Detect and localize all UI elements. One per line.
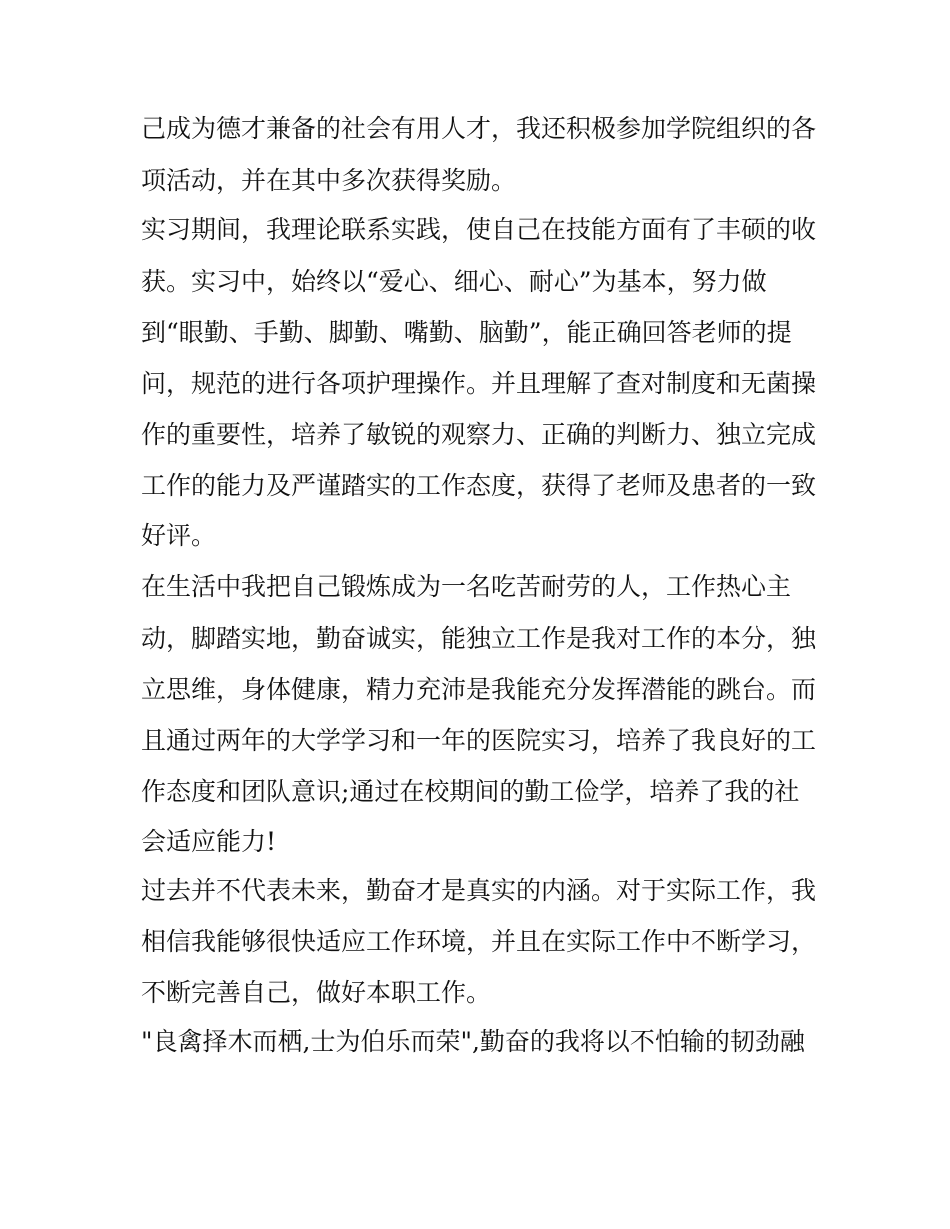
text-line: 作的重要性，培养了敏锐的观察力、正确的判断力、独立完成 (141, 420, 817, 449)
text-line: 在生活中我把自己锻炼成为一名吃苦耐劳的人，工作热心主 (141, 572, 792, 601)
text-line: 问，规范的进行各项护理操作。并且理解了查对制度和无菌操 (141, 369, 817, 398)
text-line: 动，脚踏实地，勤奋诚实，能独立工作是我对工作的本分，独 (141, 624, 817, 653)
text-line: 好评。 (141, 521, 217, 550)
text-line: 获。实习中，始终以“爱心、细心、耐心”为基本，努力做 (141, 267, 767, 296)
text-line: 实习期间，我理论联系实践，使自己在技能方面有了丰硕的收 (141, 215, 817, 244)
text-line: 不断完善自己，做好本职工作。 (141, 978, 492, 1007)
text-line: 会适应能力! (141, 827, 277, 856)
text-line: 作态度和团队意识;通过在校期间的勤工俭学，培养了我的社 (141, 777, 800, 806)
text-line: 立思维，身体健康，精力充沛是我能充分发挥潜能的跳台。而 (141, 675, 817, 704)
text-line: 到“眼勤、手勤、脚勤、嘴勤、脑勤”，能正确回答老师的提 (141, 318, 792, 347)
text-line: "良禽择木而栖,士为伯乐而荣",勤奋的我将以不怕输的韧劲融 (141, 1027, 805, 1056)
text-line: 过去并不代表未来，勤奋才是真实的内涵。对于实际工作，我 (141, 876, 817, 905)
text-line: 项活动，并在其中多次获得奖励。 (141, 166, 517, 195)
text-line: 相信我能够很快适应工作环境，并且在实际工作中不断学习， (141, 927, 817, 956)
text-line: 且通过两年的大学学习和一年的医院实习，培养了我良好的工 (141, 726, 817, 755)
text-line: 工作的能力及严谨踏实的工作态度，获得了老师及患者的一致 (141, 471, 817, 500)
text-line: 己成为德才兼备的社会有用人才，我还积极参加学院组织的各 (141, 114, 817, 143)
